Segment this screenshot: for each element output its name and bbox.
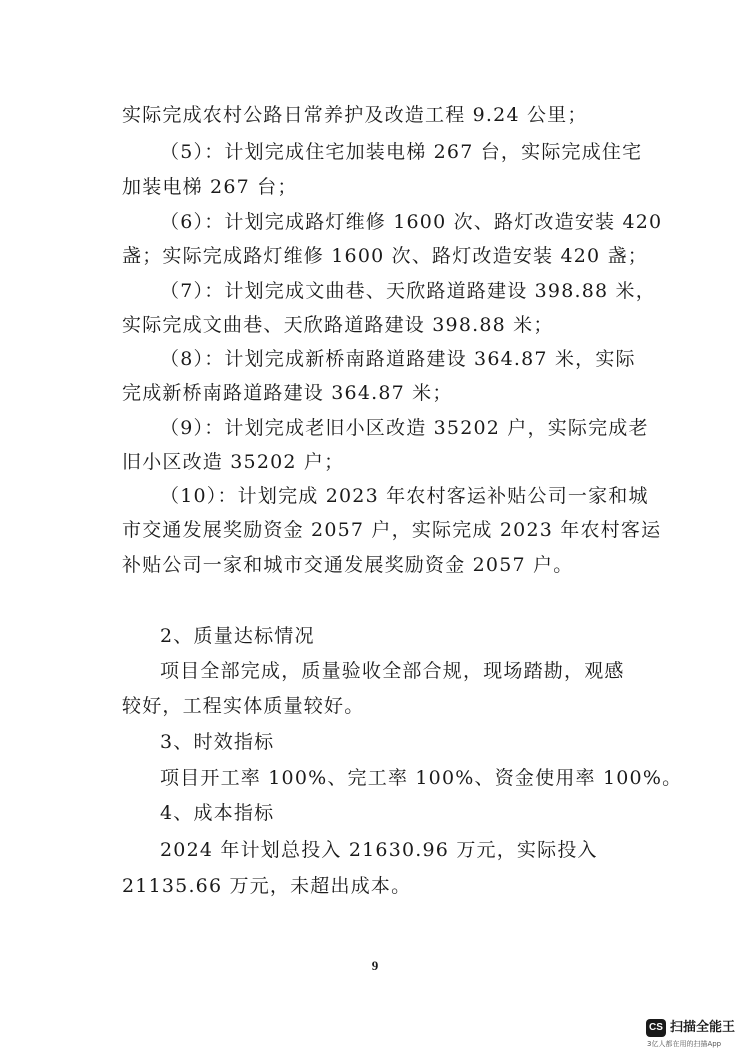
body-line: （5）：计划完成住宅加装电梯 267 台，实际完成住宅 (160, 141, 643, 163)
body-line: 补贴公司一家和城市交通发展奖励资金 2057 户。 (122, 554, 574, 576)
body-line: （6）：计划完成路灯维修 1600 次、路灯改造安装 420 (160, 211, 663, 233)
body-line: 市交通发展奖励资金 2057 户，实际完成 2023 年农村客运 (122, 519, 662, 541)
camscanner-logo-icon: CS (646, 1019, 666, 1037)
body-line: （10）：计划完成 2023 年农村客运补贴公司一家和城 (160, 485, 649, 507)
page-number: 9 (371, 958, 379, 973)
body-line: 旧小区改造 35202 户； (122, 451, 345, 473)
body-line: （9）：计划完成老旧小区改造 35202 户，实际完成老 (160, 417, 649, 439)
body-line: 盏；实际完成路灯维修 1600 次、路灯改造安装 420 盏； (122, 245, 648, 267)
watermark-app-name: 扫描全能王 (670, 1020, 736, 1035)
body-line: （7）：计划完成文曲巷、天欣路道路建设 398.88 米， (160, 280, 656, 302)
watermark-tagline: 3亿人都在用的扫描App (647, 1040, 722, 1048)
body-line: 实际完成文曲巷、天欣路道路建设 398.88 米； (122, 314, 554, 336)
body-line: 完成新桥南路道路建设 364.87 米； (122, 382, 453, 404)
body-line: 项目开工率 100%、完工率 100%、资金使用率 100%。 (160, 767, 683, 789)
body-line: 项目全部完成，质量验收全部合规，现场踏勘，观感 (160, 660, 625, 682)
body-line: 2024 年计划总投入 21630.96 万元，实际投入 (160, 839, 598, 861)
scanner-watermark (646, 1017, 746, 1055)
body-line: （8）：计划完成新桥南路道路建设 364.87 米，实际 (160, 348, 636, 370)
section-heading: 3、时效指标 (160, 731, 275, 753)
body-line: 实际完成农村公路日常养护及改造工程 9.24 公里； (122, 104, 588, 126)
body-line: 21135.66 万元，未超出成本。 (122, 875, 412, 897)
body-line: 较好，工程实体质量较好。 (122, 695, 365, 717)
body-line: 加装电梯 267 台； (122, 176, 298, 198)
section-heading: 2、质量达标情况 (160, 625, 315, 647)
section-heading: 4、成本指标 (160, 802, 275, 824)
